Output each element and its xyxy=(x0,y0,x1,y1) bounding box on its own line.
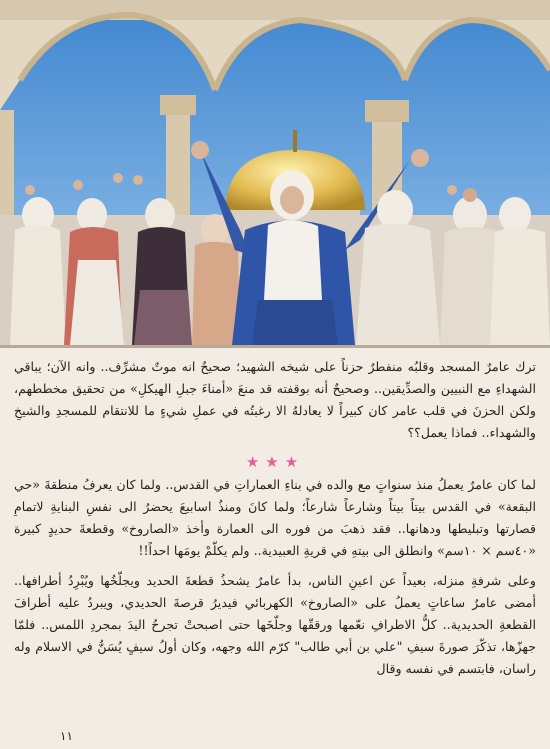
page-number: ١١ xyxy=(60,729,73,743)
paragraph-2: لما كان عامرٌ يعملُ منذ سنواتٍ مع والده في بناءِ العماراتِ في القدس.. ولما كان يعرفُ منطقةَ «حي البقعة» في القدس بيتاً بيتاً وشارعاً شارعاً؛ ولما كانَ ومنذُ اسابيعَ يحضرُ الى نفسِ البنايةِ لاتمامِ قصارتها وتبليطها ودهانها.. فقد ذهبَ من فوره الى العمارة وأخذ «الصاروخ» وقطعةَ حديدٍ كبيرة «٤٠سم × ١٠سم» وانطلق الى بيتهِ في قريةِ العبيدية.. ولم يكلّمْ يومَها احداً!! xyxy=(14,477,536,558)
protest-photo xyxy=(0,0,550,348)
paragraph-1: ترك عامرٌ المسجد وقلبُه منفطرٌ حزناً على شيخه الشهيد؛ صحيحٌ انه موتٌ مشرِّف.. وانه الآن؛ يباقي الشهداءِ مع النبيين والصدِّيقين.. وصحيحٌ أنه بوقفته قد منعَ «أمناءَ جبلِ الهيكلِ» من تحقيق مخططهم، ولكن الحزنَ في قلب عامر كان كبيراً لا يعادلهُ الا رغبتُه في عملِ شيءٍ ما للانتقام للمسجدِ والشيخِ والشهداء.. فماذا يعمل؟؟ xyxy=(14,359,536,440)
paragraph-3: وعلى شرفةِ منزله، بعيداً عن اعينِ الناس، بدأ عامرٌ يشحذُ قطعةَ الحديد ويجلّخُها ويُبْرِدُ أطرافها.. أمضى عامرٌ ساعاتٍ يعملُ على «الصاروخ» الكهربائي فيديرُ قرصةَ الحديدي، ويبردُ عليه أطرافَ القطعةِ الحديدية.. كلُّ الاطرافِ نعّمها ورققّها وجلّخَها حتى اصبحتْ تجرحُ اليدَ بمجردِ اللمس.. فلمّا جهزّها، تذكّرَ صورةَ سيفِ "علي بن أبي طالب" كرّم الله وجهه، وكان أولُ سيفٍ يُسَنُّ في الاسلام وله راسان، فابتسم في نفسه وقال xyxy=(14,573,536,676)
section-divider: ★★★ xyxy=(245,453,305,471)
article-body xyxy=(14,350,536,749)
photo-illustration xyxy=(0,0,550,348)
